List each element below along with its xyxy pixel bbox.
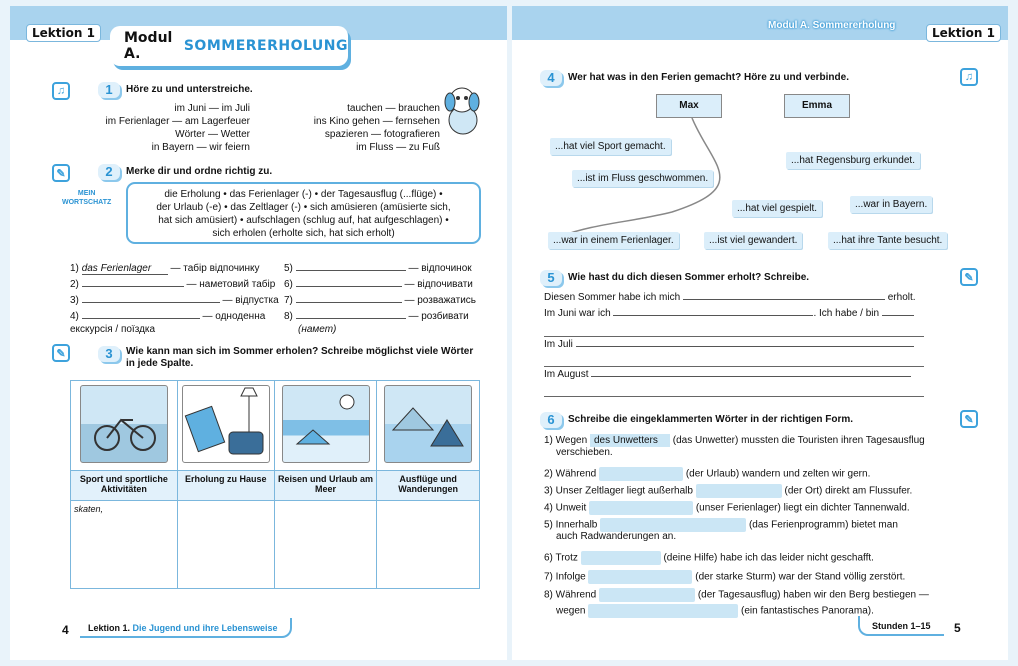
pair[interactable]: im Ferienlager — am Lagerfeuer [105, 116, 250, 127]
name-box-max[interactable]: Max [656, 94, 722, 118]
phrase-chip[interactable]: ...war in Bayern. [850, 196, 932, 213]
exercise-number: 4 [540, 70, 562, 86]
answer-line[interactable] [544, 396, 924, 397]
answer-cell[interactable] [274, 501, 376, 589]
book-armchair-image [182, 385, 270, 463]
pencil-icon: ✎ [52, 164, 70, 182]
match-item: 6) — відпочивати [284, 279, 473, 290]
answer-field[interactable] [296, 302, 402, 303]
answer-field[interactable] [296, 270, 406, 271]
answer-field[interactable] [296, 286, 402, 287]
lektion-label: Lektion 1 [926, 24, 1001, 42]
answer-cell[interactable] [177, 501, 274, 589]
answer-field[interactable] [599, 588, 695, 602]
writing-line: Diesen Sommer habe ich mich erholt. [544, 292, 916, 303]
answer-field[interactable] [600, 518, 746, 532]
exercise-number: 1 [98, 82, 120, 98]
exercise-number: 3 [98, 346, 120, 362]
name-box-emma[interactable]: Emma [784, 94, 850, 118]
phrase-chip[interactable]: ...ist viel gewandert. [704, 232, 802, 249]
answer-field[interactable]: des Unwetters [590, 434, 670, 447]
pair[interactable]: spazieren — fotografieren [324, 129, 440, 140]
pair[interactable]: tauchen — brauchen [347, 103, 440, 114]
pair[interactable]: in Bayern — wir feiern [151, 142, 250, 153]
answer-field[interactable]: das Ferienlager [82, 263, 168, 275]
answer-field[interactable] [588, 604, 738, 618]
phrase-chip[interactable]: ...ist im Fluss geschwommen. [572, 170, 713, 187]
pencil-icon: ✎ [960, 268, 978, 286]
writing-line: Im August [544, 369, 911, 380]
sentence: 6) Trotz (deine Hilfe) habe ich das leider nicht geschafft. [544, 552, 874, 564]
answer-field[interactable] [82, 302, 220, 303]
pair[interactable]: ins Kino gehen — fernsehen [313, 116, 440, 127]
match-extra: (намет) [298, 324, 337, 335]
sentence-cont: verschieben. [556, 447, 613, 458]
page-number: 5 [954, 621, 961, 635]
module-header-text: Modul A. Sommererholung [768, 20, 896, 31]
headphones-icon: ♫ [52, 82, 70, 100]
writing-line: Im Juli [544, 339, 914, 350]
photo-cell [71, 381, 178, 471]
sentence: 2) Während (der Urlaub) wandern und zelten wir gern. [544, 468, 871, 480]
answer-line[interactable] [544, 336, 924, 337]
answer-line[interactable] [544, 366, 924, 367]
footer-stunden: Stunden 1–15 [872, 621, 931, 631]
right-page [512, 6, 1008, 660]
photo-cell [274, 381, 376, 471]
answer-field[interactable] [576, 346, 914, 347]
phrase-chip[interactable]: ...hat Regensburg erkundet. [786, 152, 920, 169]
photo-cell [377, 381, 480, 471]
exercise-title: Wie kann man sich im Sommer erholen? Schreibe möglichst viele Wörter [126, 346, 474, 357]
sentence-cont: auch Radwanderungen an. [556, 531, 677, 542]
sentence: 5) Innerhalb (das Ferienprogramm) bietet man [544, 519, 898, 531]
answer-field[interactable] [591, 376, 911, 377]
exercise-title: Schreibe die eingeklammerten Wörter in der richtigen Form. [568, 414, 854, 425]
camping-image [384, 385, 472, 463]
answer-field[interactable] [683, 299, 885, 300]
exercise-title-cont: in jede Spalte. [126, 358, 194, 369]
exercise-title: Wer hat was in den Ferien gemacht? Höre zu und verbinde. [568, 72, 849, 83]
column-header: Reisen und Urlaub am Meer [274, 471, 376, 501]
vocab-line: die Erholung • das Ferienlager (-) • der Tagesausflug (...flüge) • [164, 189, 443, 200]
subject-label: SOMMERERHOLUNG [183, 38, 348, 54]
answer-field[interactable] [882, 315, 914, 316]
page-number: 4 [62, 623, 69, 637]
vocab-line: sich erholen (erholte sich, hat sich erholt) [212, 228, 395, 239]
sentence-cont: wegen (ein fantastisches Panorama). [556, 605, 874, 617]
sentence: 7) Infolge (der starke Sturm) war der Stand völlig zerstört. [544, 571, 906, 583]
word-pairs-col2 [280, 102, 440, 154]
vocab-line: hat sich amüsiert) • aufschlagen (schlug auf, hat aufgeschlagen) • [158, 215, 449, 226]
beach-image [282, 385, 370, 463]
answer-field[interactable] [613, 315, 813, 316]
pencil-icon: ✎ [960, 410, 978, 428]
answer-field[interactable] [82, 318, 200, 319]
answer-field[interactable] [82, 286, 184, 287]
match-item: 2) — наметовий табір [70, 279, 276, 290]
phrase-chip[interactable]: ...hat viel Sport gemacht. [550, 138, 671, 155]
modul-title-box [110, 26, 348, 66]
column-header: Erholung zu Hause [177, 471, 274, 501]
exercise-number: 5 [540, 270, 562, 286]
pair[interactable]: im Juni — im Juli [174, 103, 250, 114]
exercise-title: Merke dir und ordne richtig zu. [126, 166, 273, 177]
match-item: 4) — одноденна [70, 311, 266, 322]
column-header: Ausflüge und Wanderungen [377, 471, 480, 501]
sentence: 4) Unweit (unser Ferienlager) liegt ein dichter Tannenwald. [544, 502, 910, 514]
modul-label: Modul A. [124, 30, 173, 62]
match-item: 5) — відпочинок [284, 263, 472, 274]
pair[interactable]: im Fluss — zu Fuß [356, 142, 440, 153]
match-item: 3) — відпустка [70, 295, 279, 306]
sentence: 3) Unser Zeltlager liegt außerhalb (der Ort) direkt am Flussufer. [544, 485, 913, 497]
sentence: 1) Wegen des Unwetters (das Unwetter) mussten die Touristen ihren Tagesausflug [544, 435, 925, 446]
footer-lektion: Lektion 1. Die Jugend und ihre Lebensweise [88, 623, 278, 633]
exercise-number: 2 [98, 164, 120, 180]
answer-field[interactable] [581, 551, 661, 565]
answer-field[interactable] [599, 467, 683, 481]
match-extra: екскурсія / поїздка [70, 324, 156, 335]
answer-field[interactable] [589, 501, 693, 515]
phrase-chip[interactable]: ...war in einem Ferienlager. [548, 232, 679, 249]
pencil-icon: ✎ [52, 344, 70, 362]
phrase-chip[interactable]: ...hat ihre Tante besucht. [828, 232, 947, 249]
pair[interactable]: Wörter — Wetter [175, 129, 250, 140]
bicycle-image [80, 385, 168, 463]
headphones-icon: ♫ [960, 68, 978, 86]
sentence: 8) Während (der Tagesausflug) haben wir den Berg bestiegen — [544, 589, 929, 601]
category-table [70, 380, 480, 589]
vocabulary-box [126, 182, 481, 244]
match-item: 7) — розважатись [284, 295, 477, 306]
answer-field[interactable] [588, 570, 692, 584]
match-item: 1) das Ferienlager — табір відпочинку [70, 263, 260, 274]
answer-cell[interactable]: skaten, [71, 501, 178, 589]
column-header: Sport und sportliche Aktivitäten [71, 471, 178, 501]
writing-line: Im Juni war ich . Ich habe / bin [544, 308, 914, 319]
answer-cell[interactable] [377, 501, 480, 589]
word-pairs-col1 [100, 102, 250, 154]
exercise-title: Höre zu und unterstreiche. [126, 84, 253, 95]
phrase-chip[interactable]: ...hat viel gespielt. [732, 200, 822, 217]
answer-field[interactable] [296, 318, 406, 319]
exercise-title: Wie hast du dich diesen Sommer erholt? Schreibe. [568, 272, 810, 283]
mein-wortschatz-label: MEIN WORTSCHATZ [62, 190, 112, 206]
match-item: 8) — розбивати [284, 311, 469, 322]
photo-cell [177, 381, 274, 471]
dog-illustration [438, 80, 488, 138]
lektion-label: Lektion 1 [26, 24, 101, 42]
answer-field[interactable] [696, 484, 782, 498]
vocab-line: der Urlaub (-e) • das Zeltlager (-) • sich amüsieren (amüsierte sich, [156, 202, 451, 213]
exercise-number: 6 [540, 412, 562, 428]
left-page [10, 6, 507, 660]
